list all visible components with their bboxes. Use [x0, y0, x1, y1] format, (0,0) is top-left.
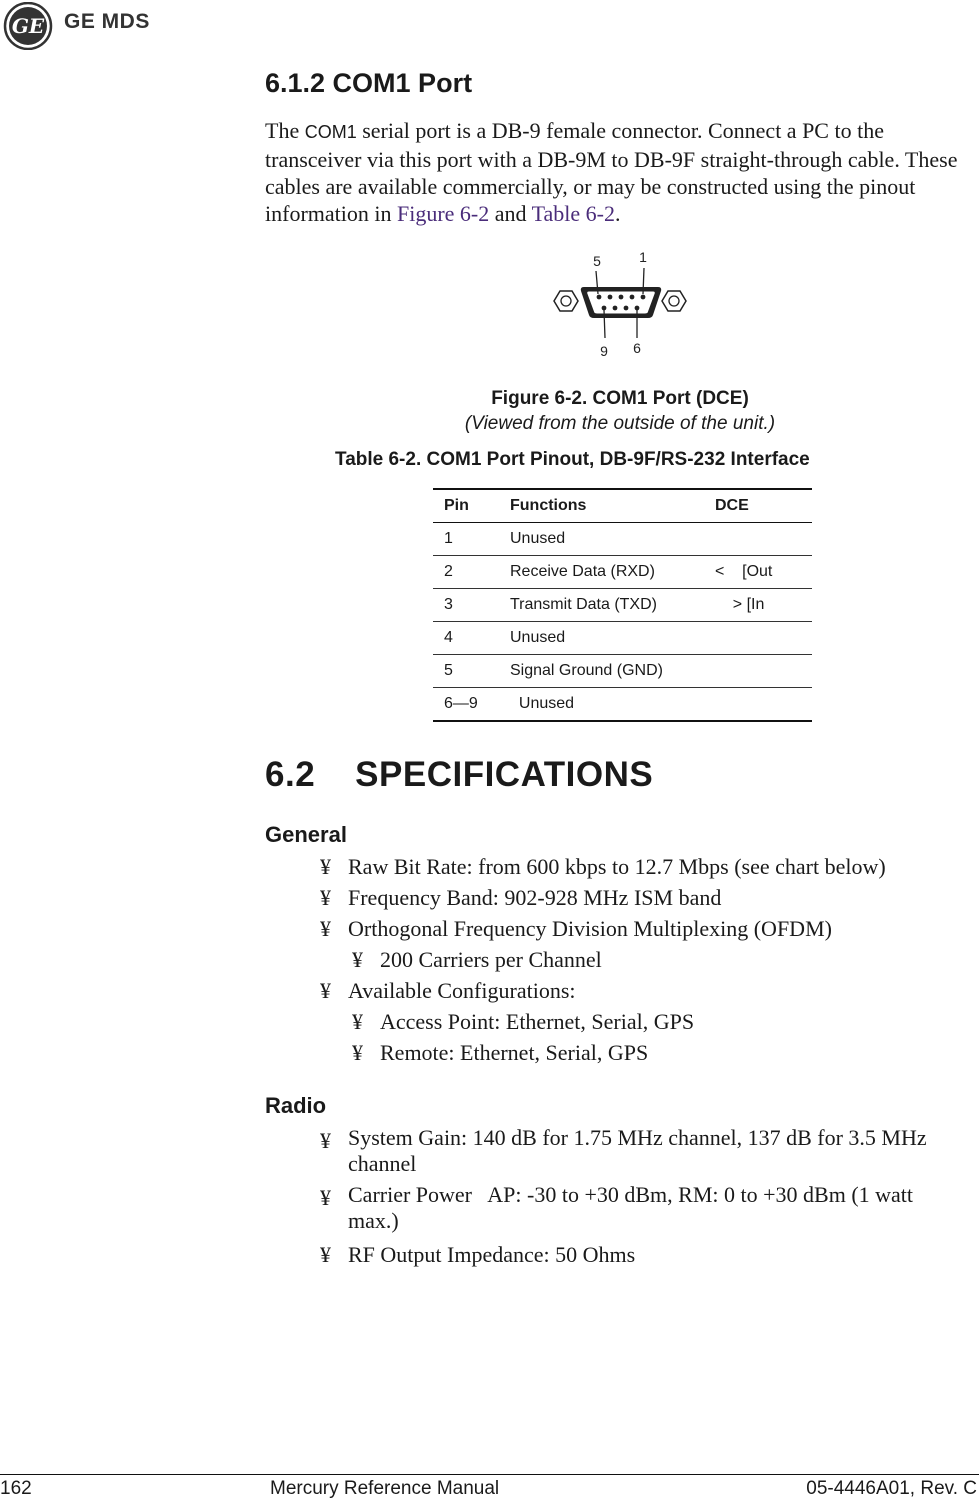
cell-dce: < [Out [704, 556, 812, 589]
cell-function: Receive Data (RXD) [499, 556, 704, 589]
ge-logo [2, 2, 54, 50]
table-row [433, 688, 812, 722]
radio-spec-list [320, 1125, 928, 1270]
list-item: ¥ RF Output Impedance: 50 Ohms [320, 1239, 928, 1270]
intro-and: and [489, 201, 532, 226]
bullet-glyph: ¥ [352, 947, 363, 972]
cell-function: Unused [499, 523, 704, 556]
subheading-radio: Radio [265, 1093, 327, 1118]
cell-function: Unused [499, 688, 704, 722]
section-heading-com1-port: 6.1.2 COM1 Port [265, 68, 473, 98]
section-number: 6.2 [265, 755, 316, 794]
intro-end: . [615, 201, 621, 226]
pin-label-9: 9 [600, 343, 608, 359]
pinout-table [433, 488, 812, 722]
list-item: ¥ Orthogonal Frequency Division Multiplexing (OFDM) [320, 913, 886, 944]
cell-pin: 5 [433, 655, 499, 688]
cell-pin: 1 [433, 523, 499, 556]
table-row [433, 523, 812, 556]
bullet-glyph: ¥ [320, 1128, 331, 1153]
connector-shell-inner [587, 291, 656, 314]
cell-pin: 4 [433, 622, 499, 655]
bullet-glyph: ¥ [320, 916, 331, 941]
footer-rule [0, 1474, 979, 1475]
table-row [433, 589, 812, 622]
intro-port-name: COM1 [304, 122, 357, 142]
cell-dce [704, 523, 812, 556]
bullet-glyph: ¥ [320, 1185, 331, 1210]
list-subitem: ¥ 200 Carriers per Channel [352, 944, 886, 975]
table-row [433, 622, 812, 655]
cell-dce [704, 622, 812, 655]
intro-paragraph [265, 117, 977, 227]
intro-text-body: serial port is a DB-9 female connector. Connect a PC to the transceiver via this port with a DB-9M to DB-9F straight-through cable. These cables are available commercially, or may be constructed using the pinout information in [265, 118, 958, 226]
header-pin: Pin [433, 489, 499, 523]
list-item: ¥ Raw Bit Rate: from 600 kbps to 12.7 Mbps (see chart below) [320, 851, 886, 882]
bullet-glyph: ¥ [352, 1009, 363, 1034]
cell-dce [704, 688, 812, 722]
figure-subcaption: (Viewed from the outside of the unit.) [464, 413, 776, 434]
pin-label-1: 1 [639, 249, 647, 265]
cell-function: Unused [499, 622, 704, 655]
bullet-glyph: ¥ [352, 1040, 363, 1065]
list-item: ¥ Carrier Power AP: -30 to +30 dBm, RM: 0 to +30 dBm (1 watt max.) [320, 1182, 919, 1233]
pin-label-6: 6 [633, 340, 641, 356]
header-functions: Functions [499, 489, 704, 523]
bullet-glyph: ¥ [320, 885, 331, 910]
figure-cross-reference-link[interactable]: Figure 6-2 [396, 201, 490, 226]
table-caption: Table 6-2. COM1 Port Pinout, DB-9F/RS-232 Interface [335, 449, 810, 470]
footer-doc-number: 05-4446A01, Rev. C [806, 1478, 977, 1499]
header-dce: DCE [704, 489, 812, 523]
pin-label-5: 5 [593, 253, 601, 269]
footer-manual-title: Mercury Reference Manual [270, 1478, 500, 1499]
list-item: ¥ System Gain: 140 dB for 1.75 MHz channel, 137 dB for 3.5 MHz channel [320, 1125, 927, 1176]
table-row [433, 556, 812, 589]
cell-pin: 3 [433, 589, 499, 622]
list-subitem: ¥ Access Point: Ethernet, Serial, GPS [352, 1006, 886, 1037]
subheading-general: General [265, 822, 347, 847]
right-nut-hole [669, 296, 679, 306]
db9-connector-diagram [548, 246, 698, 364]
cell-function: Signal Ground (GND) [499, 655, 704, 688]
general-spec-list [320, 851, 886, 1068]
bullet-glyph: ¥ [320, 978, 331, 1003]
svg-text:GE: GE [11, 14, 45, 38]
bullet-glyph: ¥ [320, 854, 331, 879]
intro-text-start: The [265, 118, 305, 143]
cell-function: Transmit Data (TXD) [499, 589, 704, 622]
section-title: SPECIFICATIONS [355, 755, 654, 794]
cell-dce: > [In [704, 589, 812, 622]
table-header-row [433, 489, 812, 523]
section-heading-specifications [265, 755, 653, 795]
bullet-glyph: ¥ [320, 1242, 331, 1267]
table-row [433, 655, 812, 688]
cell-pin: 6—9 [433, 688, 499, 722]
table-cross-reference-link[interactable]: Table 6-2 [531, 201, 615, 226]
list-subitem: ¥ Remote: Ethernet, Serial, GPS [352, 1037, 886, 1068]
cell-pin: 2 [433, 556, 499, 589]
cell-dce [704, 655, 812, 688]
footer-page-number: 162 [0, 1478, 32, 1499]
brand-name: GE MDS [64, 10, 150, 33]
figure-caption: Figure 6-2. COM1 Port (DCE) [491, 388, 749, 409]
left-nut-hole [561, 296, 571, 306]
figure-caption-block [370, 386, 870, 436]
list-item: ¥ Available Configurations: [320, 975, 886, 1006]
list-item: ¥ Frequency Band: 902-928 MHz ISM band [320, 882, 886, 913]
